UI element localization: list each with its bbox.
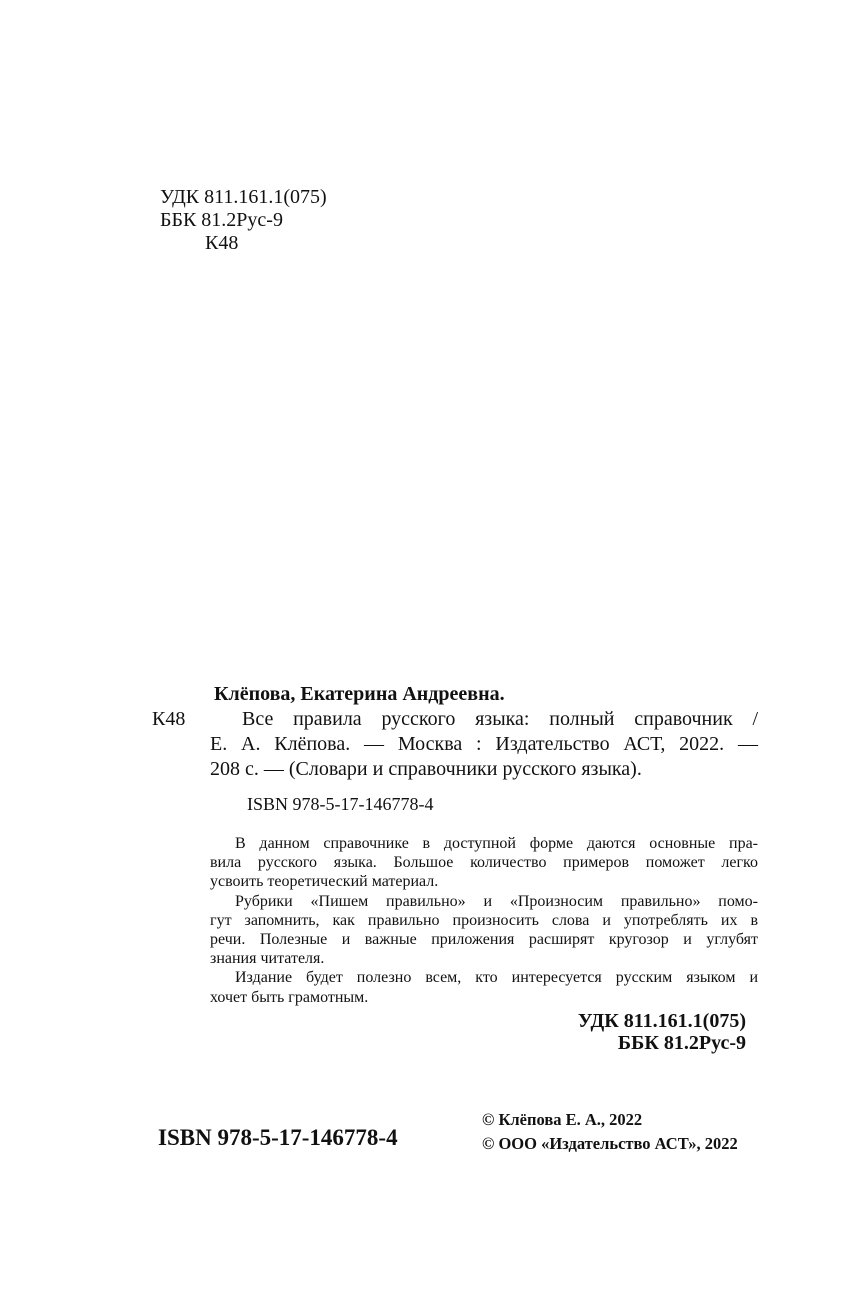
text-line: хочет быть грамотным. xyxy=(210,988,369,1006)
text-line: Рубрики «Пишем правильно» и «Произносим правильно» помо- xyxy=(235,892,758,910)
copyright-line-publisher: © ООО «Издательство АСТ», 2022 xyxy=(482,1134,738,1153)
footer-isbn: ISBN 978-5-17-146778-4 xyxy=(158,1125,398,1150)
text-line: вила русского языка. Большое количество примеров поможет легко xyxy=(210,854,758,872)
top-classification-block xyxy=(160,186,327,255)
udk-line: УДК 811.161.1(075) xyxy=(160,186,327,208)
bbk-bold-line: ББК 81.2Рус-9 xyxy=(617,1032,746,1054)
udk-bold-line: УДК 811.161.1(075) xyxy=(577,1010,746,1032)
annotation-paragraph xyxy=(210,834,758,892)
text-line: гут запомнить, как правильно произносить слова и употреблять их в xyxy=(210,911,758,929)
annotation-paragraph xyxy=(210,892,758,969)
catalog-author: Клёпова, Екатерина Андреевна. xyxy=(214,683,505,705)
text-line: Все правила русского языка: полный справочник / xyxy=(242,708,758,730)
catalog-card xyxy=(210,682,758,782)
isbn-line: ISBN 978-5-17-146778-4 xyxy=(247,794,434,814)
bbk-line: ББК 81.2Рус-9 xyxy=(160,209,283,231)
text-line: Е. А. Клёпова. — Москва : Издательство АСТ, 2022. — xyxy=(210,733,758,755)
text-line: речи. Полезные и важные приложения расширят кругозор и углубят xyxy=(210,931,758,949)
classification-block xyxy=(578,1010,746,1054)
author-code: К48 xyxy=(205,232,239,254)
text-line: 208 с. — (Словари и справочники русского языка). xyxy=(210,758,642,780)
annotation-block xyxy=(210,834,758,1007)
text-line: В данном справочнике в доступной форме даются основные пра- xyxy=(235,835,758,852)
catalog-author-code: К48 xyxy=(152,708,186,730)
catalog-description xyxy=(210,707,758,782)
text-line: знания читателя. xyxy=(210,950,325,968)
text-line: Издание будет полезно всем, кто интересуется русским языком и xyxy=(235,969,758,987)
text-line: усвоить теоретический материал. xyxy=(210,873,439,891)
copyright-line-author: © Клёпова Е. А., 2022 xyxy=(482,1110,643,1129)
copyright-block xyxy=(482,1108,738,1156)
annotation-paragraph xyxy=(210,968,758,1006)
